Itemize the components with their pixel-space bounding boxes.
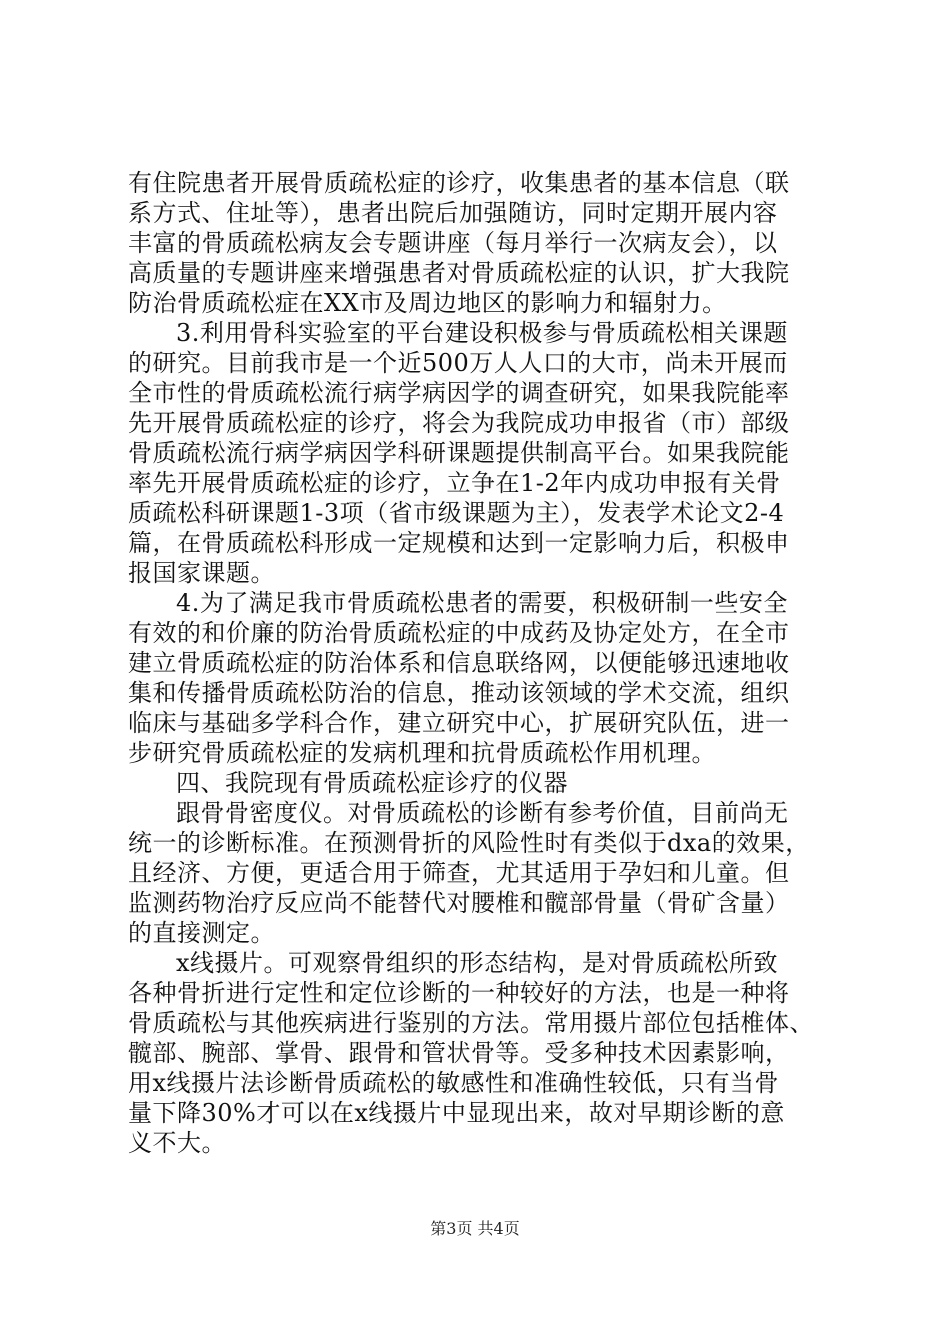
text-line: 的研究。目前我市是一个近500万人人口的大市，尚未开展而 [128,349,788,377]
text-line: 有效的和价廉的防治骨质疏松症的中成药及协定处方，在全市 [128,619,790,647]
text-line: 4.为了满足我市骨质疏松患者的需要，积极研制一些安全 [176,589,788,617]
text-line: 防治骨质疏松症在XX市及周边地区的影响力和辐射力。 [128,289,727,317]
text-line: 量下降30%才可以在x线摄片中显现出来，故对早期诊断的意 [128,1099,785,1127]
text-line: 且经济、方便，更适合用于筛查，尤其适用于孕妇和儿童。但 [128,859,790,887]
text-line: 统一的诊断标准。在预测骨折的风险性时有类似于dxa的效果， [128,829,810,857]
page-number-footer: 第3页 共4页 [430,1219,520,1238]
text-line: 系方式、住址等），患者出院后加强随访，同时定期开展内容 [128,199,778,227]
text-line: 临床与基础多学科合作，建立研究中心，扩展研究队伍，进一 [128,709,790,737]
text-line: 各种骨折进行定性和定位诊断的一种较好的方法，也是一种将 [128,979,790,1007]
text-line: 跟骨骨密度仪。对骨质疏松的诊断有参考价值，目前尚无 [176,799,789,827]
text-line: 监测药物治疗反应尚不能替代对腰椎和髋部骨量（骨矿含量） [128,889,790,917]
text-line: x线摄片。可观察骨组织的形态结构，是对骨质疏松所致 [176,949,779,977]
text-line: 骨质疏松流行病学病因学科研课题提供制高平台。如果我院能 [128,439,790,467]
text-line: 先开展骨质疏松症的诊疗，将会为我院成功申报省（市）部级 [128,409,790,437]
text-line: 骨质疏松与其他疾病进行鉴别的方法。常用摄片部位包括椎体、 [128,1009,814,1037]
document-body [128,168,828,1158]
section-heading-instruments [128,768,828,798]
section-heading: 四、我院现有骨质疏松症诊疗的仪器 [176,769,568,797]
text-line: 义不大。 [128,1129,226,1157]
text-line: 高质量的专题讲座来增强患者对骨质疏松症的认识，扩大我院 [128,259,790,287]
text-line: 篇，在骨质疏松科形成一定规模和达到一定影响力后，积极申 [128,529,790,557]
text-line: 步研究骨质疏松症的发病机理和抗骨质疏松作用机理。 [128,739,716,767]
text-line: 全市性的骨质疏松流行病学病因学的调查研究，如果我院能率 [128,379,790,407]
text-line: 有住院患者开展骨质疏松症的诊疗，收集患者的基本信息（联 [128,169,790,197]
paragraph-patient-followup [128,168,828,318]
text-line: 率先开展骨质疏松症的诊疗，立争在1-2年内成功申报有关骨 [128,469,781,497]
text-line: 质疏松科研课题1-3项（省市级课题为主），发表学术论文2-4 [128,499,785,527]
paragraph-item-4-prevention [128,588,828,768]
text-line: 的直接测定。 [128,919,275,947]
paragraph-bone-densitometer [128,798,828,948]
text-line: 建立骨质疏松症的防治体系和信息联络网，以便能够迅速地收 [128,649,790,677]
paragraph-item-3-research [128,318,828,588]
text-line: 髋部、腕部、掌骨、跟骨和管状骨等。受多种技术因素影响， [128,1039,790,1067]
paragraph-x-ray [128,948,828,1158]
text-line: 用x线摄片法诊断骨质疏松的敏感性和准确性较低，只有当骨 [128,1069,780,1097]
text-line: 3.利用骨科实验室的平台建设积极参与骨质疏松相关课题 [176,319,788,347]
text-line: 报国家课题。 [128,559,275,587]
text-line: 集和传播骨质疏松防治的信息，推动该领域的学术交流，组织 [128,679,790,707]
text-line: 丰富的骨质疏松病友会专题讲座（每月举行一次病友会），以 [128,229,778,257]
